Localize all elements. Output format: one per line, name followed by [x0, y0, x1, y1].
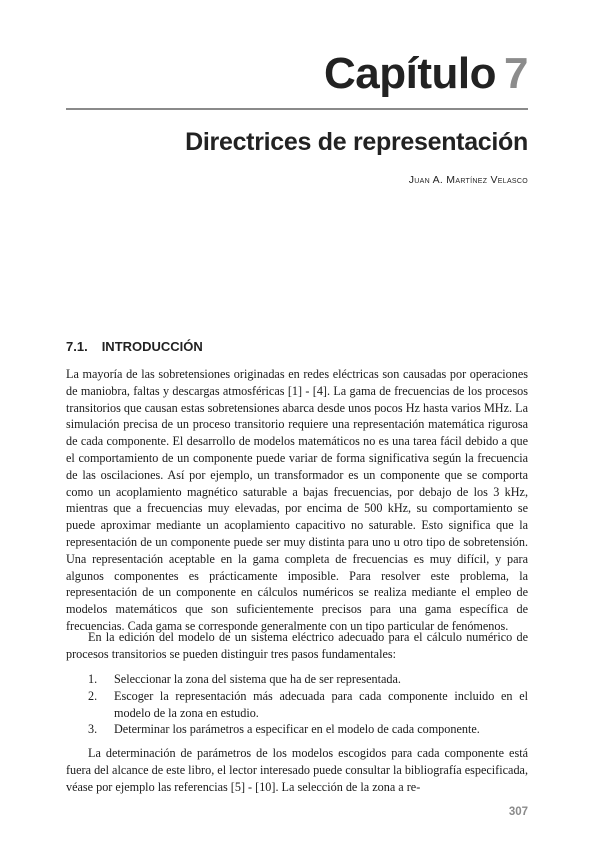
chapter-author: Juan A. Martínez Velasco [408, 174, 528, 186]
chapter-number: 7 [504, 49, 528, 98]
chapter-heading [324, 46, 528, 102]
list-item [88, 721, 528, 738]
section-title: INTRODUCCIÓN [101, 339, 203, 354]
list-item-number: 2. [88, 688, 98, 703]
paragraph-steps-intro: En la edición del modelo de un sistema eléctrico adecuado para el cálculo numérico de procesos transitorios se pueden distinguir tres pasos fundamentales: [66, 630, 528, 661]
list-item-text: Seleccionar la zona del sistema que ha de ser representada. [114, 672, 401, 686]
paragraph-intro: La mayoría de las sobretensiones originadas en redes eléctricas son causadas por operaciones de maniobra, faltas y descargas atmosféricas [1] - [4]. La gama de frecuencias de los procesos transitorios que causan estas sobretensiones abarca desde unos pocos Hz hasta varios MHz. La simulación precisa de un proceso transitorio requiere una representación matemática rigurosa de cada componente. El desarrollo de modelos matemáticos no es una tarea fácil debido a que el comportamiento de un componente puede variar de forma significativa según la frecuencia de las oscilaciones. Así por ejemplo, un transformador es un componente que se comporta como un acoplamiento magnético saturable a bajas frecuencias, por debajo de los 3 kHz, mientras que a frecuencias muy elevadas, por encima de 500 kHz, su comportamiento se puede aproximar mediante un acoplamiento capacitivo no saturable. Esto significa que la representación de un componente puede ser muy distinta para uno u otro tipo de sobretensión. Una representación aceptable en la gama completa de frecuencias es muy difícil, y para algunos componentes es prácticamente imposible. Para resolver este problema, la representación de un componente en cálculos numéricos se realiza mediante el empleo de modelos matemáticos que son suficientemente precisos para una gama específica de frecuencias. Cada gama se corresponde generalmente con un tipo particular de fenómenos. [66, 367, 528, 633]
chapter-label: Capítulo [324, 49, 497, 98]
list-item [88, 671, 528, 688]
list-item-number: 1. [88, 672, 98, 686]
section-heading [66, 338, 203, 356]
chapter-divider [66, 108, 528, 110]
paragraph-parameters: La determinación de parámetros de los modelos escogidos para cada componente está fuera del alcance de este libro, el lector interesado puede consultar la bibliografía especificada, véase por ejemplo las referencias [5] - [10]. La selección de la zona a re- [66, 746, 528, 794]
list-item-number: 3. [88, 722, 98, 737]
list-item-text: Escoger la representación más adecuada para cada componente incluido en el modelo de la zona en estudio. [114, 688, 528, 720]
section-number: 7.1. [66, 339, 88, 354]
chapter-title: Directrices de representación [185, 128, 528, 156]
page-number: 307 [508, 806, 528, 818]
list-item [88, 688, 528, 722]
steps-list [88, 671, 528, 738]
list-item-text: Determinar los parámetros a especificar en el modelo de cada componente. [114, 722, 480, 737]
